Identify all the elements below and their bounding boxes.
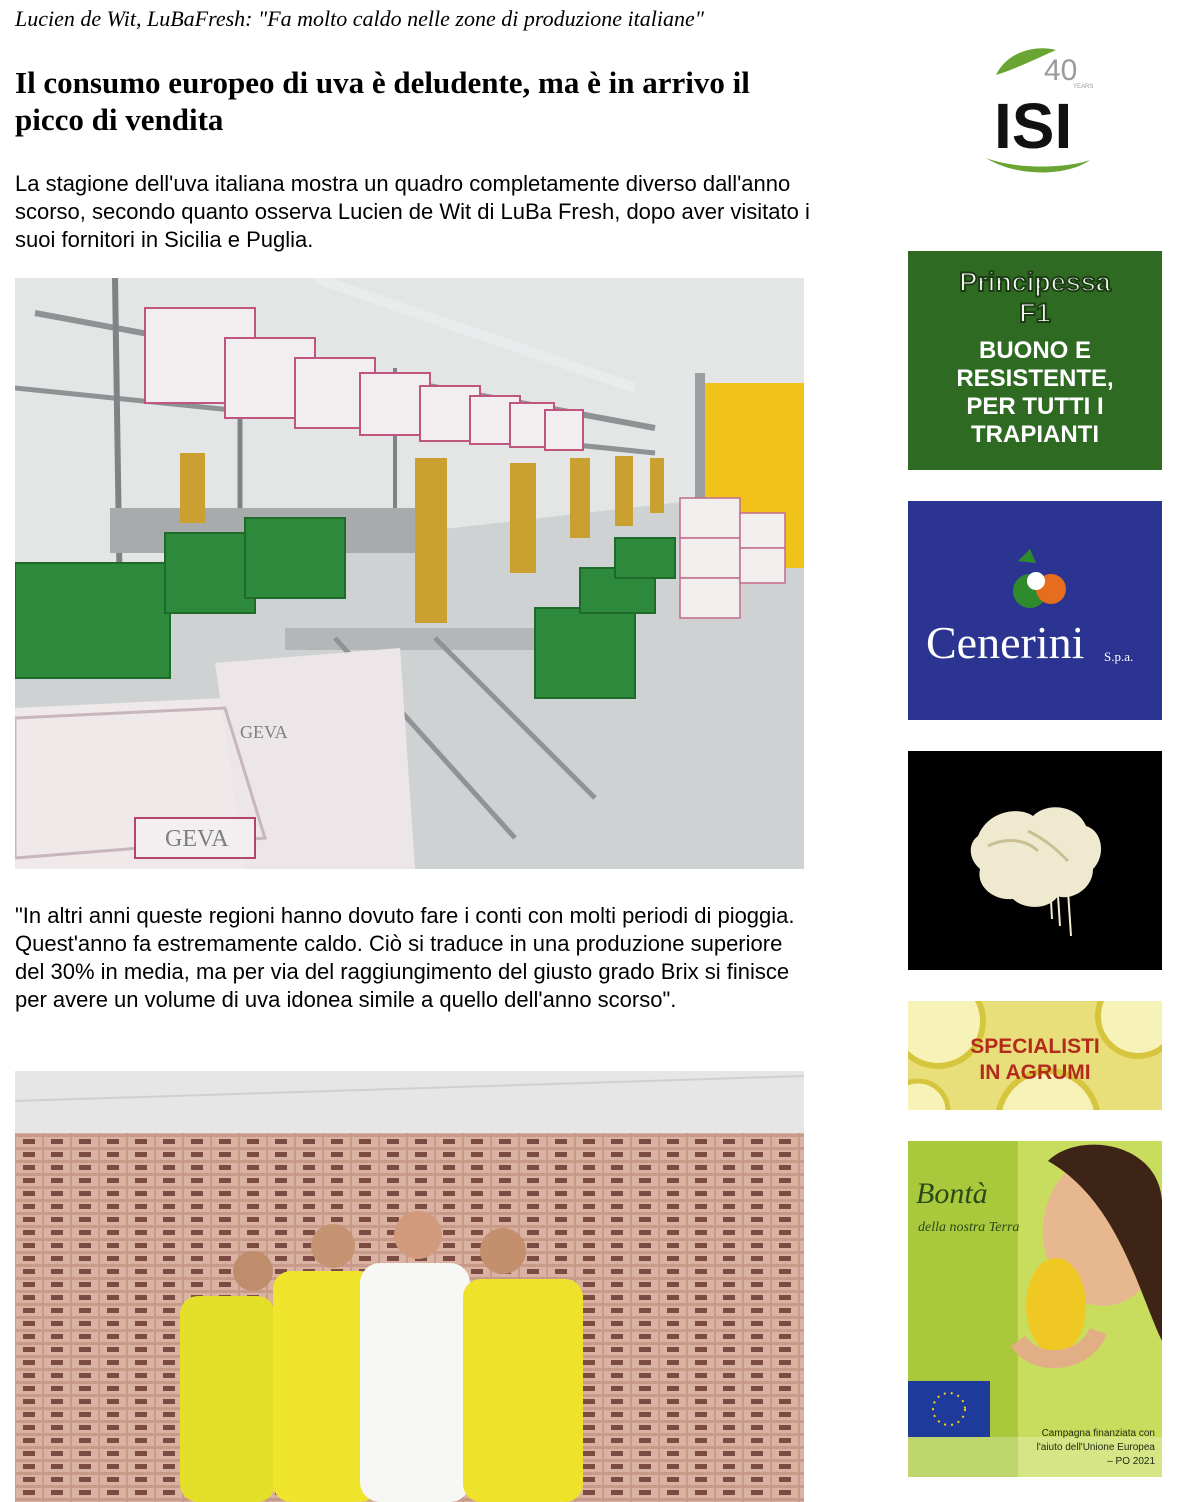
principessa-title: Principessa [959, 267, 1111, 297]
eu-flag-icon [908, 1381, 990, 1437]
bonta-title: Bontà [916, 1177, 988, 1210]
article-intro: La stagione dell'uva italiana mostra un quadro completamente diverso dall'anno scorso, secondo quanto osserva Lucien de Wit di LuBa Fresh, dopo aver visitato i suoi fornitori in Sicilia e Puglia. [15, 171, 810, 252]
article-photo-team [15, 1071, 804, 1502]
ad-isi-logo[interactable] [978, 40, 1098, 180]
agrumi-line-1: SPECIALISTI [970, 1035, 1100, 1058]
principessa-variety: F1 [1019, 298, 1051, 328]
principessa-line-2: RESISTENTE, [956, 365, 1114, 392]
cenerini-suffix: S.p.a. [1104, 649, 1134, 664]
article-headline[interactable]: Il consumo europeo di uva è deludente, ma è in arrivo il picco di vendita [15, 65, 750, 137]
cenerini-name: Cenerini [926, 617, 1085, 668]
isi-years-number: 40 [1044, 54, 1078, 87]
article-quote: "In altri anni queste regioni hanno dovuto fare i conti con molti periodi di pioggia. Quest'anno fa estremamente caldo. Ciò si traduce in una produzione superiore del 30% in media, ma per via del raggiungimento del giusto grado Brix si finisce per avere un volume di uva idonea simile a quello dell'anno scorso". [15, 903, 795, 1012]
ad-cauliflower[interactable] [908, 751, 1162, 970]
cauliflower-icon [908, 751, 1162, 970]
isi-wordmark: ISI [994, 90, 1073, 162]
ad-principessa[interactable] [908, 251, 1162, 470]
agrumi-line-2: IN AGRUMI [979, 1061, 1091, 1084]
principessa-line-4: TRAPIANTI [971, 421, 1099, 448]
ad-specialisti-agrumi[interactable] [908, 1001, 1162, 1110]
eu-caption-2: l'aiuto dell'Unione Europea [1036, 1442, 1155, 1453]
isi-years-label: YEARS [1073, 84, 1094, 90]
ad-cenerini[interactable] [908, 501, 1162, 720]
article-kicker[interactable]: Lucien de Wit, LuBaFresh: "Fa molto caldo nelle zone di produzione italiane" [15, 6, 704, 31]
fruit-icon [1013, 549, 1066, 608]
eu-caption-1: Campagna finanziata con [1041, 1428, 1155, 1439]
geva-box-label: GEVA [165, 826, 229, 852]
geva-box-label-b: GEVA [240, 722, 288, 742]
principessa-line-3: PER TUTTI I [966, 393, 1104, 420]
eu-caption-3: – PO 2021 [1107, 1456, 1155, 1467]
ad-bonta-terra[interactable] [908, 1141, 1162, 1477]
lemon-icon [1026, 1258, 1086, 1354]
article-photo-packing-line [15, 278, 804, 869]
bonta-subtitle: della nostra Terra [918, 1220, 1020, 1235]
principessa-line-1: BUONO E [978, 337, 1091, 364]
